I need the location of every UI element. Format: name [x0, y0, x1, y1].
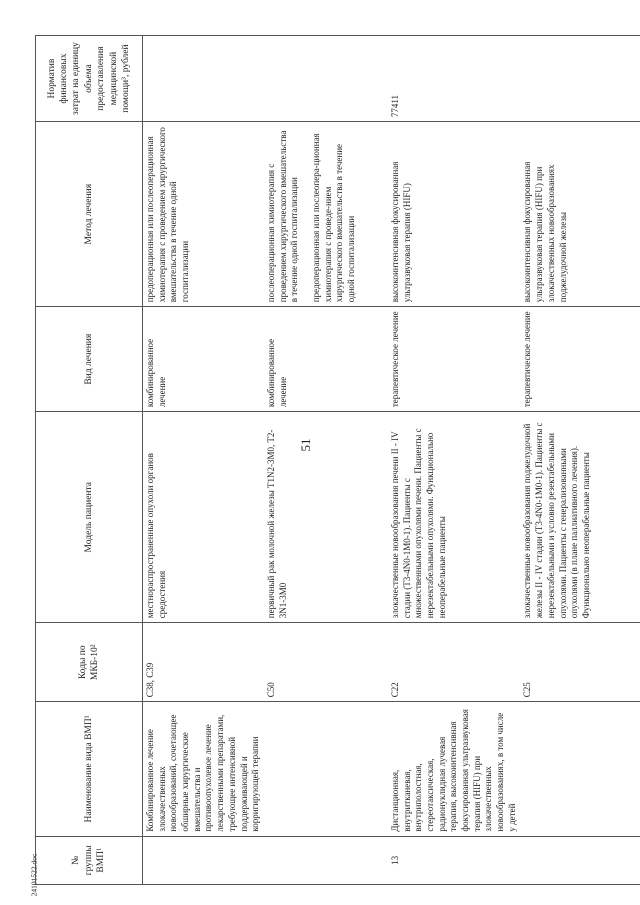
table-header-row — [36, 36, 143, 885]
rotated-table-container — [35, 35, 605, 885]
table-row — [264, 36, 388, 885]
cell-treatment-type: комбинированное лечение — [264, 307, 388, 412]
header-cost-norm: Норматив финансовых затрат на единицу объема предоставления медицинской помощи³, рублей — [36, 36, 143, 122]
cell-patient-model: первичный рак молочной железы T1N2-3M0, T2-3N1-3M0 — [264, 412, 388, 623]
cell-treatment-method — [520, 122, 640, 307]
cell-group-number — [520, 836, 640, 884]
cell-group-number — [143, 836, 264, 884]
table-row — [388, 36, 521, 885]
cell-patient-model: местнораспространенные опухоли органов средостения — [143, 412, 264, 623]
table-row — [143, 36, 264, 885]
method-text-alternative: предоперационная или послеопера-ционная химиотерапия с проведе-нием хирургического вмешательства в течение одной госпитализации — [310, 133, 356, 303]
cell-treatment-method — [388, 122, 521, 307]
cell-vmp-name — [264, 702, 388, 836]
method-text: послеоперационная химиотерапия с проведением хирургического вмешательства в течение одной госпитализации — [265, 130, 300, 303]
treatment-table — [35, 35, 640, 885]
header-treatment-type: Вид лечения — [36, 307, 143, 412]
header-group-number: № группы ВМП¹ — [36, 836, 143, 884]
cell-treatment-type: комбинированное лечение — [143, 307, 264, 412]
method-text: предоперационная или послеоперационная химиотерапия с проведением хирургического вмешательства в течение одной госпитализации — [145, 127, 191, 303]
method-text: высокоинтенсивная фокусированная ультразвуковая терапия (HIFU) — [389, 161, 412, 303]
cell-treatment-method — [264, 122, 388, 307]
cell-vmp-name: Комбинированное лечение злокачественных новообразований, сочетающее обширные хирургические вмешательства и противоопухолевое лечение лекарственными препаратами, требующее интенсивной поддерживающей и корригирующей терапии — [143, 702, 264, 836]
cell-cost-norm — [520, 36, 640, 122]
cell-treatment-method — [143, 122, 264, 307]
cell-group-number — [264, 836, 388, 884]
method-text: высокоинтенсивная фокусированная ультразвуковая терапия (HIFU) при злокачественных новообразованиях поджелудочной железы — [522, 161, 568, 303]
document-file-id: 24101522.doc — [29, 853, 39, 897]
cell-vmp-name: Дистанционная, внутритканевая, внутриполостная, стереотаксическая, радионуклидная лучевая терапия, высокоинтенсивная фокусированная ультразвуковая терапия (HIFU) при злокачественных новообразованиях, в том числе у детей — [388, 702, 521, 836]
table-row — [520, 36, 640, 885]
header-vmp-name: Наименование вида ВМП¹ — [36, 702, 143, 836]
cell-treatment-type: терапевтическое лечение — [388, 307, 521, 412]
cell-vmp-name — [520, 702, 640, 836]
header-icd-codes: Коды по МКБ-10² — [36, 623, 143, 702]
header-patient-model: Модель пациента — [36, 412, 143, 623]
cell-group-number: 13 — [388, 836, 521, 884]
cell-cost-norm — [264, 36, 388, 122]
cell-icd-codes: С22 — [388, 623, 521, 702]
cell-cost-norm — [143, 36, 264, 122]
cell-treatment-type: терапевтическое лечение — [520, 307, 640, 412]
cell-icd-codes: С38, С39 — [143, 623, 264, 702]
page-number: 51 — [298, 438, 313, 452]
cell-icd-codes: С25 — [520, 623, 640, 702]
cell-patient-model: злокачественные новообразования печени II - IV стадии (T3-4N0-1M0-1). Пациенты с множественными опухолями печени. Пациенты с нерезектабельными опухолями. Функционально неоперабельные пациенты — [388, 412, 521, 623]
cell-cost-norm: 77411 — [388, 36, 521, 122]
cell-icd-codes: С50 — [264, 623, 388, 702]
header-treatment-method: Метод лечения — [36, 122, 143, 307]
cell-patient-model: злокачественные новообразования поджелудочной железы II - IV стадии (T3-4N0-1M0-1). Пациенты с нерезектабельными и условно резектабельными опухолями. Пациенты с генерализованными опухолями (в плане паллиативного лечения). Функционально неоперабельные пациенты — [520, 412, 640, 623]
